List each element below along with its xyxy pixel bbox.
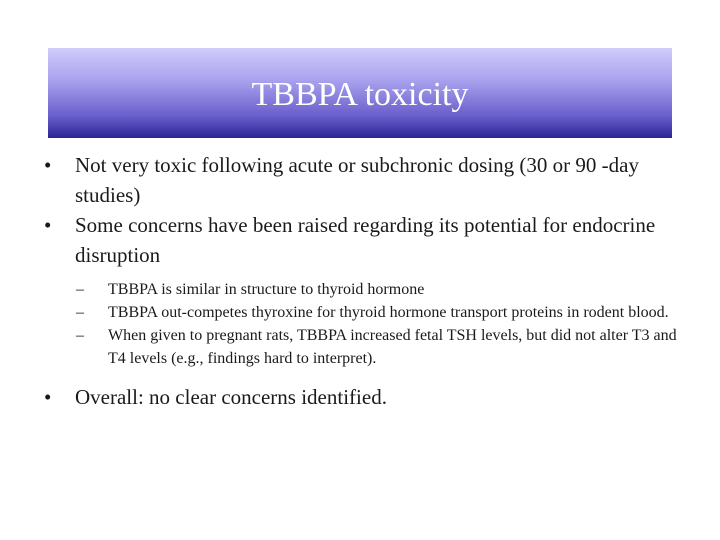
sub-bullet-marker: – xyxy=(76,304,84,321)
sub-bullet-marker: – xyxy=(76,281,84,298)
bullet-item xyxy=(40,150,690,210)
sub-bullet-list xyxy=(40,278,690,370)
bullet-marker: • xyxy=(44,213,52,237)
title-bar xyxy=(48,48,672,138)
sub-bullet-text: TBBPA is similar in structure to thyroid hormone xyxy=(108,281,425,298)
bullet-item xyxy=(40,210,690,270)
bullet-text: Overall: no clear concerns identified. xyxy=(75,385,387,409)
sub-bullet-item xyxy=(40,278,690,301)
bullet-item xyxy=(40,382,690,412)
sub-bullet-item xyxy=(40,301,690,324)
bullet-text: Not very toxic following acute or subchronic dosing (30 or 90 -day studies) xyxy=(75,153,639,207)
sub-bullet-item xyxy=(40,324,690,370)
sub-bullet-marker: – xyxy=(76,327,84,344)
bullet-text: Some concerns have been raised regarding its potential for endocrine disruption xyxy=(75,213,656,267)
sub-bullet-text: TBBPA out-competes thyroxine for thyroid hormone transport proteins in rodent blood. xyxy=(108,304,669,321)
bullet-marker: • xyxy=(44,385,52,409)
slide-title: TBBPA toxicity xyxy=(251,76,469,113)
sub-bullet-text: When given to pregnant rats, TBBPA increased fetal TSH levels, but did not alter T3 and T4 levels (e.g., findings hard to interpret). xyxy=(108,327,677,367)
slide-content xyxy=(40,150,690,412)
bullet-marker: • xyxy=(44,153,52,177)
